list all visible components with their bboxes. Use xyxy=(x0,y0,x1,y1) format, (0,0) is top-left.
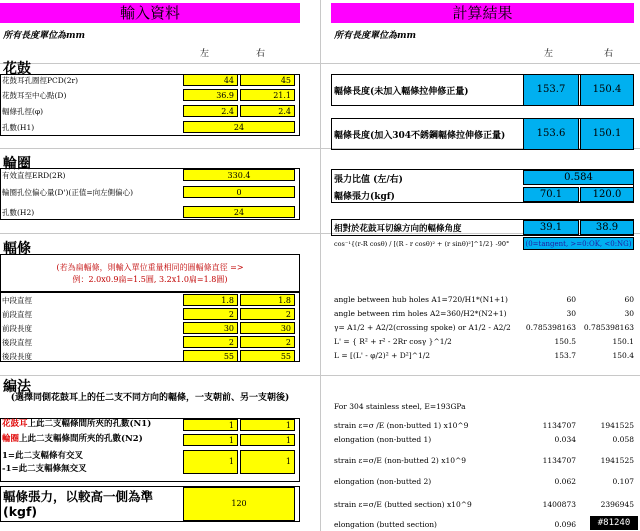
hub-pcd-right-input[interactable]: 45 xyxy=(240,74,295,86)
strain-row-left: 0.034 xyxy=(554,435,576,444)
grid-line xyxy=(320,0,321,531)
lacing-cross-label-2: -1=此二支輻條無交叉 xyxy=(2,464,87,474)
strain-row-label: strain ε=σ/E (non-butted 2) x10^9 xyxy=(334,456,467,465)
spoke-rear-diameter-left-input[interactable]: 2 xyxy=(183,336,238,348)
result-section-header: 計算結果 xyxy=(331,3,634,23)
calc-row-left: 30 xyxy=(566,309,576,318)
strain-row-right: 0.058 xyxy=(612,435,634,444)
calc-row-left: 60 xyxy=(566,295,576,304)
strain-row-left: 1134707 xyxy=(542,456,576,465)
strain-row-label: strain ε=σ/E (butted section) x10^9 xyxy=(334,500,472,509)
spoke-rear-diameter-right-input[interactable]: 2 xyxy=(240,336,295,348)
spoke-front-diameter-right-input[interactable]: 2 xyxy=(240,308,295,320)
calc-row-right: 0.785398163 xyxy=(583,323,634,332)
calc-row-left: 153.7 xyxy=(554,351,576,360)
strain-row-label: elongation (non-butted 1) xyxy=(334,435,432,444)
rim-erd-label: 有效直徑ERD(2R) xyxy=(2,171,66,180)
result-length1-label: 輻條長度(未加入輻條拉伸修正量) xyxy=(334,87,469,97)
spoke-front-diameter-label: 前段直徑 xyxy=(2,310,32,319)
spoke-note-box xyxy=(0,254,300,292)
hub-hole-diameter-label: 輻條孔徑(φ) xyxy=(2,107,44,116)
spoke-mid-diameter-right-input[interactable]: 1.8 xyxy=(240,294,295,306)
calc-row-label: angle between rim holes A2=360/H2*(N2+1) xyxy=(334,309,507,318)
spoke-rear-length-label: 後段長度 xyxy=(2,352,32,361)
hub-hole-diameter-left-input[interactable]: 2.4 xyxy=(183,105,238,117)
result-angle-label: 相對於花鼓耳切線方向的輻條角度 xyxy=(334,224,462,234)
lacing-n2-label xyxy=(2,434,143,445)
strain-row-label: elongation (non-butted 2) xyxy=(334,477,432,486)
lacing-n2-left-input[interactable]: 1 xyxy=(183,434,238,446)
lacing-n2-label-rest: 上此二支輻條間所夾的孔數(N2) xyxy=(19,434,143,444)
spoke-front-length-left-input[interactable]: 30 xyxy=(183,322,238,334)
calc-row-right: 150.4 xyxy=(612,351,634,360)
calc-row-right: 150.1 xyxy=(612,337,634,346)
calc-row-label: L = [(L' - φ/2)² + D²]^1/2 xyxy=(334,351,431,360)
result-length2-left: 153.6 xyxy=(523,118,579,150)
column-right-header: 右 xyxy=(256,49,266,59)
lacing-n1-left-input[interactable]: 1 xyxy=(183,419,238,431)
rim-hole-count-label: 孔數(H2) xyxy=(2,208,35,217)
spoke-front-diameter-left-input[interactable]: 2 xyxy=(183,308,238,320)
strain-row-right: 0.107 xyxy=(612,477,634,486)
lacing-n1-label-red: 花鼓耳 xyxy=(2,419,28,429)
lacing-n1-right-input[interactable]: 1 xyxy=(240,419,295,431)
strain-row-label: strain ε=σ /E (non-butted 1) x10^9 xyxy=(334,421,469,430)
hub-hole-count-input[interactable]: 24 xyxy=(183,121,295,133)
lacing-n2-label-red: 輪圈 xyxy=(2,434,20,444)
result-ratio-label: 張力比值 (左/右) xyxy=(334,175,403,185)
calc-row-label: γ= A1/2 + A2/2(crossing spoke) or A1/2 - A2/2 xyxy=(334,323,511,332)
calc-row-label: angle between hub holes A1=720/H1*(N1+1) xyxy=(334,295,508,304)
hub-hole-diameter-right-input[interactable]: 2.4 xyxy=(240,105,295,117)
hub-flange-offset-left-input[interactable]: 36.9 xyxy=(183,89,238,101)
result-angle-note: (0=tangent, >=0:OK, <0:NG) xyxy=(523,237,634,250)
lacing-n1-label-rest: 上此二支輻條間所夾的孔數(N1) xyxy=(27,419,152,429)
strain-row-left: 1400873 xyxy=(542,500,576,509)
spoke-rear-length-left-input[interactable]: 55 xyxy=(183,350,238,362)
rim-offset-label: 輪圈孔位偏心量(D')(正值=向左側偏心) xyxy=(2,188,134,197)
result-length2-right: 150.1 xyxy=(580,118,634,150)
tension-input[interactable]: 120 xyxy=(183,487,295,521)
calc-row-left: 150.5 xyxy=(554,337,576,346)
strain-row-right: 2396945 xyxy=(600,500,634,509)
input-section-header: 輸入資料 xyxy=(0,3,300,23)
result-ratio: 0.584 xyxy=(523,170,634,185)
result-length1-right: 150.4 xyxy=(580,74,634,106)
strain-row-right: 1941525 xyxy=(600,456,634,465)
rim-section-title: 輪圈 xyxy=(3,156,31,172)
calc-row-right: 30 xyxy=(624,309,634,318)
units-note-left: 所有長度單位為mm xyxy=(3,31,86,41)
lacing-cross-label-1: 1=此二支輻條有交叉 xyxy=(2,451,84,461)
spoke-flat-note-line2: 例：2.0x0.9扁=1.5圓, 3.2x1.0扁=1.8圓) xyxy=(72,275,228,284)
lacing-n1-label xyxy=(2,419,151,430)
lacing-cross-right-input[interactable]: 1 xyxy=(240,450,295,474)
watermark-badge: #81240 xyxy=(590,516,638,530)
result-tension-label: 輻條張力(kgf) xyxy=(334,192,395,202)
lacing-n2-right-input[interactable]: 1 xyxy=(240,434,295,446)
spoke-front-length-right-input[interactable]: 30 xyxy=(240,322,295,334)
spoke-mid-diameter-left-input[interactable]: 1.8 xyxy=(183,294,238,306)
lacing-description: (選擇同側花鼓耳上的任二支不同方向的輻條，一支朝前、另一支朝後) xyxy=(10,393,290,403)
hub-hole-count-label: 孔數(H1) xyxy=(2,123,35,132)
strain-row-left: 0.096 xyxy=(554,520,576,529)
rim-erd-input[interactable]: 330.4 xyxy=(183,169,295,181)
hub-flange-offset-right-input[interactable]: 21.1 xyxy=(240,89,295,101)
calc-row-left: 0.785398163 xyxy=(525,323,576,332)
strain-row-label: elongation (butted section) xyxy=(334,520,437,529)
column-left-header: 左 xyxy=(200,49,210,59)
result-angle-formula: cos⁻¹{(r-R cosθ) / [(R - r cosθ)² + (r sinθ)²]^1/2} -90° xyxy=(334,240,510,248)
result-column-right-header: 右 xyxy=(604,49,614,59)
strain-row-right: 1941525 xyxy=(600,421,634,430)
rim-hole-count-input[interactable]: 24 xyxy=(183,206,295,218)
result-tension-right: 120.0 xyxy=(580,187,634,202)
steel-note: For 304 stainless steel, E=193GPa xyxy=(334,402,466,411)
spoke-mid-diameter-label: 中段直徑 xyxy=(2,296,32,305)
strain-row-left: 1134707 xyxy=(542,421,576,430)
tension-input-label: 輻條張力，以較高一側為準(kgf) xyxy=(3,489,154,519)
spoke-section-title: 輻條 xyxy=(3,241,31,257)
hub-flange-offset-label: 花鼓耳至中心點(D) xyxy=(2,91,67,100)
calc-row-right: 60 xyxy=(624,295,634,304)
result-length2-label: 輻條長度(加入304不銹鋼輻條拉伸修正量) xyxy=(334,131,506,141)
hub-section-title: 花鼓 xyxy=(3,61,31,77)
result-angle-left: 39.1 xyxy=(523,220,579,235)
result-length1-left: 153.7 xyxy=(523,74,579,106)
result-column-left-header: 左 xyxy=(544,49,554,59)
result-angle-right: 38.9 xyxy=(580,220,634,235)
spoke-rear-diameter-label: 後段直徑 xyxy=(2,338,32,347)
calc-row-label: L' = { R² + r² - 2Rr cosγ }^1/2 xyxy=(334,337,452,346)
result-tension-left: 70.1 xyxy=(523,187,579,202)
hub-pcd-left-input[interactable]: 44 xyxy=(183,74,238,86)
units-note-right: 所有長度單位為mm xyxy=(334,31,417,41)
strain-row-left: 0.062 xyxy=(554,477,576,486)
spoke-flat-note-line1: (若為扁輻條，則輸入單位重量相同的圓輻條直徑 => xyxy=(56,263,244,272)
lacing-cross-left-input[interactable]: 1 xyxy=(183,450,238,474)
hub-pcd-label: 花鼓耳孔圈徑PCD(2r) xyxy=(2,76,79,85)
rim-offset-input[interactable]: 0 xyxy=(183,186,295,198)
spoke-front-length-label: 前段長度 xyxy=(2,324,32,333)
spoke-rear-length-right-input[interactable]: 55 xyxy=(240,350,295,362)
lacing-section-title: 編法 xyxy=(3,379,31,395)
